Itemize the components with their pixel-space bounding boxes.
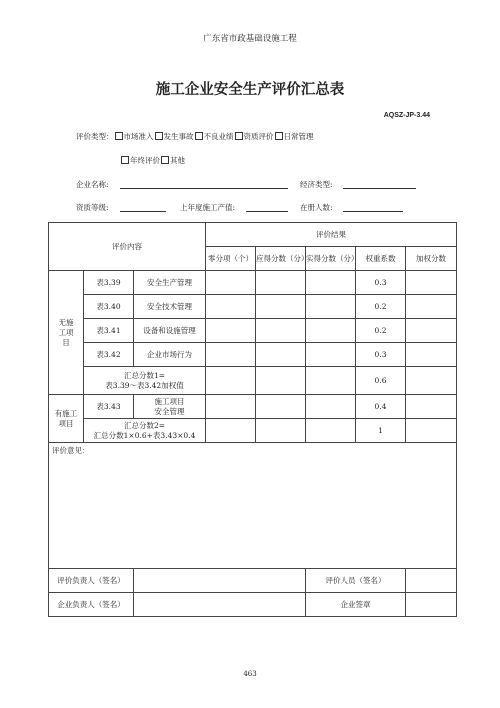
cell-zero[interactable] [206, 343, 256, 367]
cell-actual[interactable] [306, 295, 356, 319]
economic-type-field[interactable] [343, 188, 416, 189]
qualification-field[interactable] [120, 211, 166, 212]
cell-actual[interactable] [306, 395, 356, 419]
cell-zero[interactable] [206, 319, 256, 343]
row-code: 表3.42 [84, 343, 134, 367]
cell-weighted[interactable] [406, 395, 457, 419]
company-leader-signature[interactable] [134, 593, 306, 617]
summary-table [48, 222, 457, 617]
cell-should[interactable] [256, 319, 306, 343]
row-code: 表3.41 [84, 319, 134, 343]
cell-should[interactable] [256, 419, 306, 443]
opinion-area[interactable] [49, 443, 457, 569]
cell-actual[interactable] [306, 367, 356, 395]
checkbox-other[interactable] [161, 156, 169, 164]
document-header: 广东省市政基础设施工程 [203, 34, 297, 44]
option-qualification-eval: 资质评价 [243, 132, 274, 141]
document-title: 施工企业安全生产评价汇总表 [155, 82, 345, 98]
option-daily-management: 日常管理 [283, 132, 314, 141]
cell-weighted[interactable] [406, 271, 457, 295]
row343-name-a: 施工项目 [154, 396, 185, 406]
cell-actual[interactable] [306, 271, 356, 295]
eval-type-line-2 [120, 155, 185, 166]
summary-2-line-a: 汇总分数2= [123, 420, 166, 430]
summary-1-line-a: 汇总分数1= [123, 370, 166, 380]
row-name [134, 395, 206, 419]
row-name: 设备和设施管理 [134, 319, 206, 343]
header-eval-result: 评价结果 [206, 223, 457, 247]
cell-should[interactable] [256, 395, 306, 419]
cell-zero[interactable] [206, 295, 256, 319]
cell-actual[interactable] [306, 343, 356, 367]
summary-2-weight: 1 [356, 419, 406, 443]
cell-should[interactable] [256, 367, 306, 395]
option-accident: 发生事故 [163, 132, 194, 141]
page-number: 463 [243, 670, 257, 678]
header-should-score: 应得分数（分） [256, 247, 306, 271]
company-name-label: 企业名称: [76, 180, 109, 189]
evaluator-signature[interactable] [406, 569, 457, 593]
group-with-project: 有施工项目 [49, 395, 84, 443]
cell-actual[interactable] [306, 319, 356, 343]
company-name-field[interactable] [120, 188, 288, 189]
company-seal-label: 企业签章 [306, 593, 406, 617]
company-leader-label: 企业负责人（签名） [49, 593, 134, 617]
checkbox-accident[interactable] [155, 132, 163, 140]
option-other: 其他 [170, 156, 185, 165]
group-no-project: 无施工项目 [49, 271, 84, 395]
cell-zero[interactable] [206, 271, 256, 295]
eval-type-label: 评价类型： [76, 132, 114, 141]
checkbox-qualification-eval[interactable] [235, 132, 243, 140]
row-weight: 0.3 [356, 343, 406, 367]
eval-leader-label: 评价负责人（签名） [49, 569, 134, 593]
last-year-value-label: 上年度施工产值: [180, 203, 236, 212]
opinion-label: 评价意见： [52, 446, 90, 455]
row-code: 表3.43 [84, 395, 134, 419]
last-year-value-field[interactable] [246, 211, 288, 212]
row-weight: 0.2 [356, 319, 406, 343]
row-code: 表3.39 [84, 271, 134, 295]
checkbox-bad-record[interactable] [195, 132, 203, 140]
checkbox-daily-management[interactable] [275, 132, 283, 140]
row-name: 安全生产管理 [134, 271, 206, 295]
cell-zero[interactable] [206, 395, 256, 419]
summary-2-line-b: 汇总分数1×0.6+表3.43×0.4 [93, 430, 196, 440]
cell-weighted[interactable] [406, 319, 457, 343]
cell-weighted[interactable] [406, 295, 457, 319]
row-name: 企业市场行为 [134, 343, 206, 367]
cell-zero[interactable] [206, 367, 256, 395]
summary-2-label [84, 419, 206, 443]
summary-1-weight: 0.6 [356, 367, 406, 395]
cell-should[interactable] [256, 295, 306, 319]
staff-count-label: 在册人数: [300, 203, 333, 212]
cell-should[interactable] [256, 271, 306, 295]
header-weighted: 加权分数 [406, 247, 457, 271]
option-market-entry: 市场准入 [123, 132, 154, 141]
cell-actual[interactable] [306, 419, 356, 443]
checkbox-annual-eval[interactable] [121, 156, 129, 164]
row343-weight: 0.4 [356, 395, 406, 419]
row343-name-b: 安全管理 [154, 406, 185, 416]
header-zero-items: 零分项（个） [206, 247, 256, 271]
eval-type-line-1 [76, 131, 314, 142]
header-eval-content: 评价内容 [49, 223, 206, 271]
checkbox-market-entry[interactable] [115, 132, 123, 140]
company-seal-area[interactable] [406, 593, 457, 617]
form-code: AQSZ-JP-3.44 [383, 112, 430, 119]
cell-weighted[interactable] [406, 343, 457, 367]
summary-1-label [84, 367, 206, 395]
option-bad-record: 不良业绩 [203, 132, 234, 141]
summary-1-line-b: 表3.39～表3.42加权值 [105, 380, 184, 390]
staff-count-field[interactable] [343, 211, 403, 212]
row-weight: 0.3 [356, 271, 406, 295]
eval-leader-signature[interactable] [134, 569, 306, 593]
economic-type-label: 经济类型: [300, 180, 333, 189]
evaluator-label: 评价人员（签名） [306, 569, 406, 593]
cell-weighted[interactable] [406, 419, 457, 443]
cell-should[interactable] [256, 343, 306, 367]
row-name: 安全技术管理 [134, 295, 206, 319]
row-code: 表3.40 [84, 295, 134, 319]
cell-zero[interactable] [206, 419, 256, 443]
option-annual-eval: 年终评价 [130, 156, 160, 165]
header-actual-score: 实得分数（分） [306, 247, 356, 271]
header-weight: 权重系数 [356, 247, 406, 271]
row-weight: 0.2 [356, 295, 406, 319]
qualification-label: 资质等级: [76, 203, 109, 212]
cell-weighted[interactable] [406, 367, 457, 395]
